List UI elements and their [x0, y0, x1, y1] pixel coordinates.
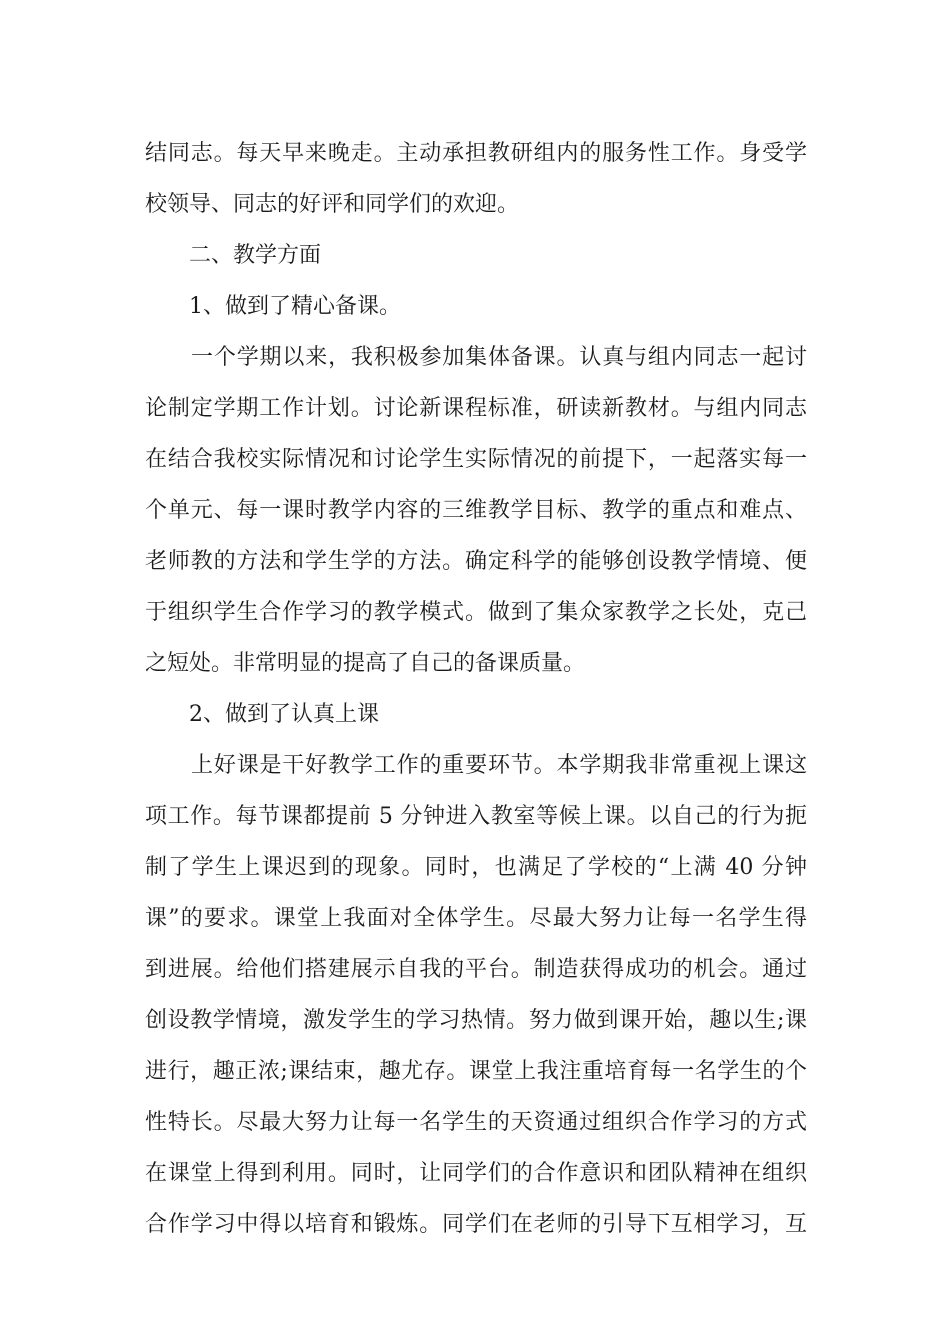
body-line: 课”的要求。课堂上我面对全体学生。尽最大努力让每一名学生得: [145, 906, 807, 931]
body-line: 创设教学情境，激发学生的学习热情。努力做到课开始，趣以生;课: [145, 1008, 807, 1033]
document-body: [145, 128, 807, 1250]
body-line: 老师教的方法和学生学的方法。确定科学的能够创设教学情境、便: [145, 549, 807, 574]
paragraph-first-line: 上好课是干好教学工作的重要环节。本学期我非常重视上课这: [191, 753, 807, 778]
body-line: 之短处。非常明显的提高了自己的备课质量。: [145, 651, 586, 676]
body-line: 制了学生上课迟到的现象。同时，也满足了学校的“上满 40 分钟: [145, 855, 807, 880]
body-line: 到进展。给他们搭建展示自我的平台。制造获得成功的机会。通过: [145, 957, 807, 982]
body-line: 结同志。每天早来晚走。主动承担教研组内的服务性工作。身受学: [145, 141, 807, 166]
body-line: 合作学习中得以培育和锻炼。同学们在老师的引导下互相学习，互: [145, 1212, 807, 1237]
body-line: 校领导、同志的好评和同学们的欢迎。: [145, 192, 520, 217]
body-line: 在课堂上得到利用。同时，让同学们的合作意识和团队精神在组织: [145, 1161, 807, 1186]
body-line: 项工作。每节课都提前 5 分钟进入教室等候上课。以自己的行为扼: [145, 804, 807, 829]
body-line: 进行，趣正浓;课结束，趣尤存。课堂上我注重培育每一名学生的个: [145, 1059, 807, 1084]
body-line: 在结合我校实际情况和讨论学生实际情况的前提下，一起落实每一: [145, 447, 807, 472]
body-line: 性特长。尽最大努力让每一名学生的天资通过组织合作学习的方式: [145, 1110, 807, 1135]
body-line: 个单元、每一课时教学内容的三维教学目标、教学的重点和难点、: [145, 498, 807, 523]
section-heading: 二、教学方面: [189, 243, 322, 268]
subsection-heading: 1、做到了精心备课。: [189, 294, 401, 319]
paragraph-first-line: 一个学期以来，我积极参加集体备课。认真与组内同志一起讨: [191, 345, 807, 370]
body-line: 论制定学期工作计划。讨论新课程标准，研读新教材。与组内同志: [145, 396, 807, 421]
subsection-heading: 2、做到了认真上课: [189, 702, 379, 727]
body-line: 于组织学生合作学习的教学模式。做到了集众家教学之长处，克己: [145, 600, 807, 625]
